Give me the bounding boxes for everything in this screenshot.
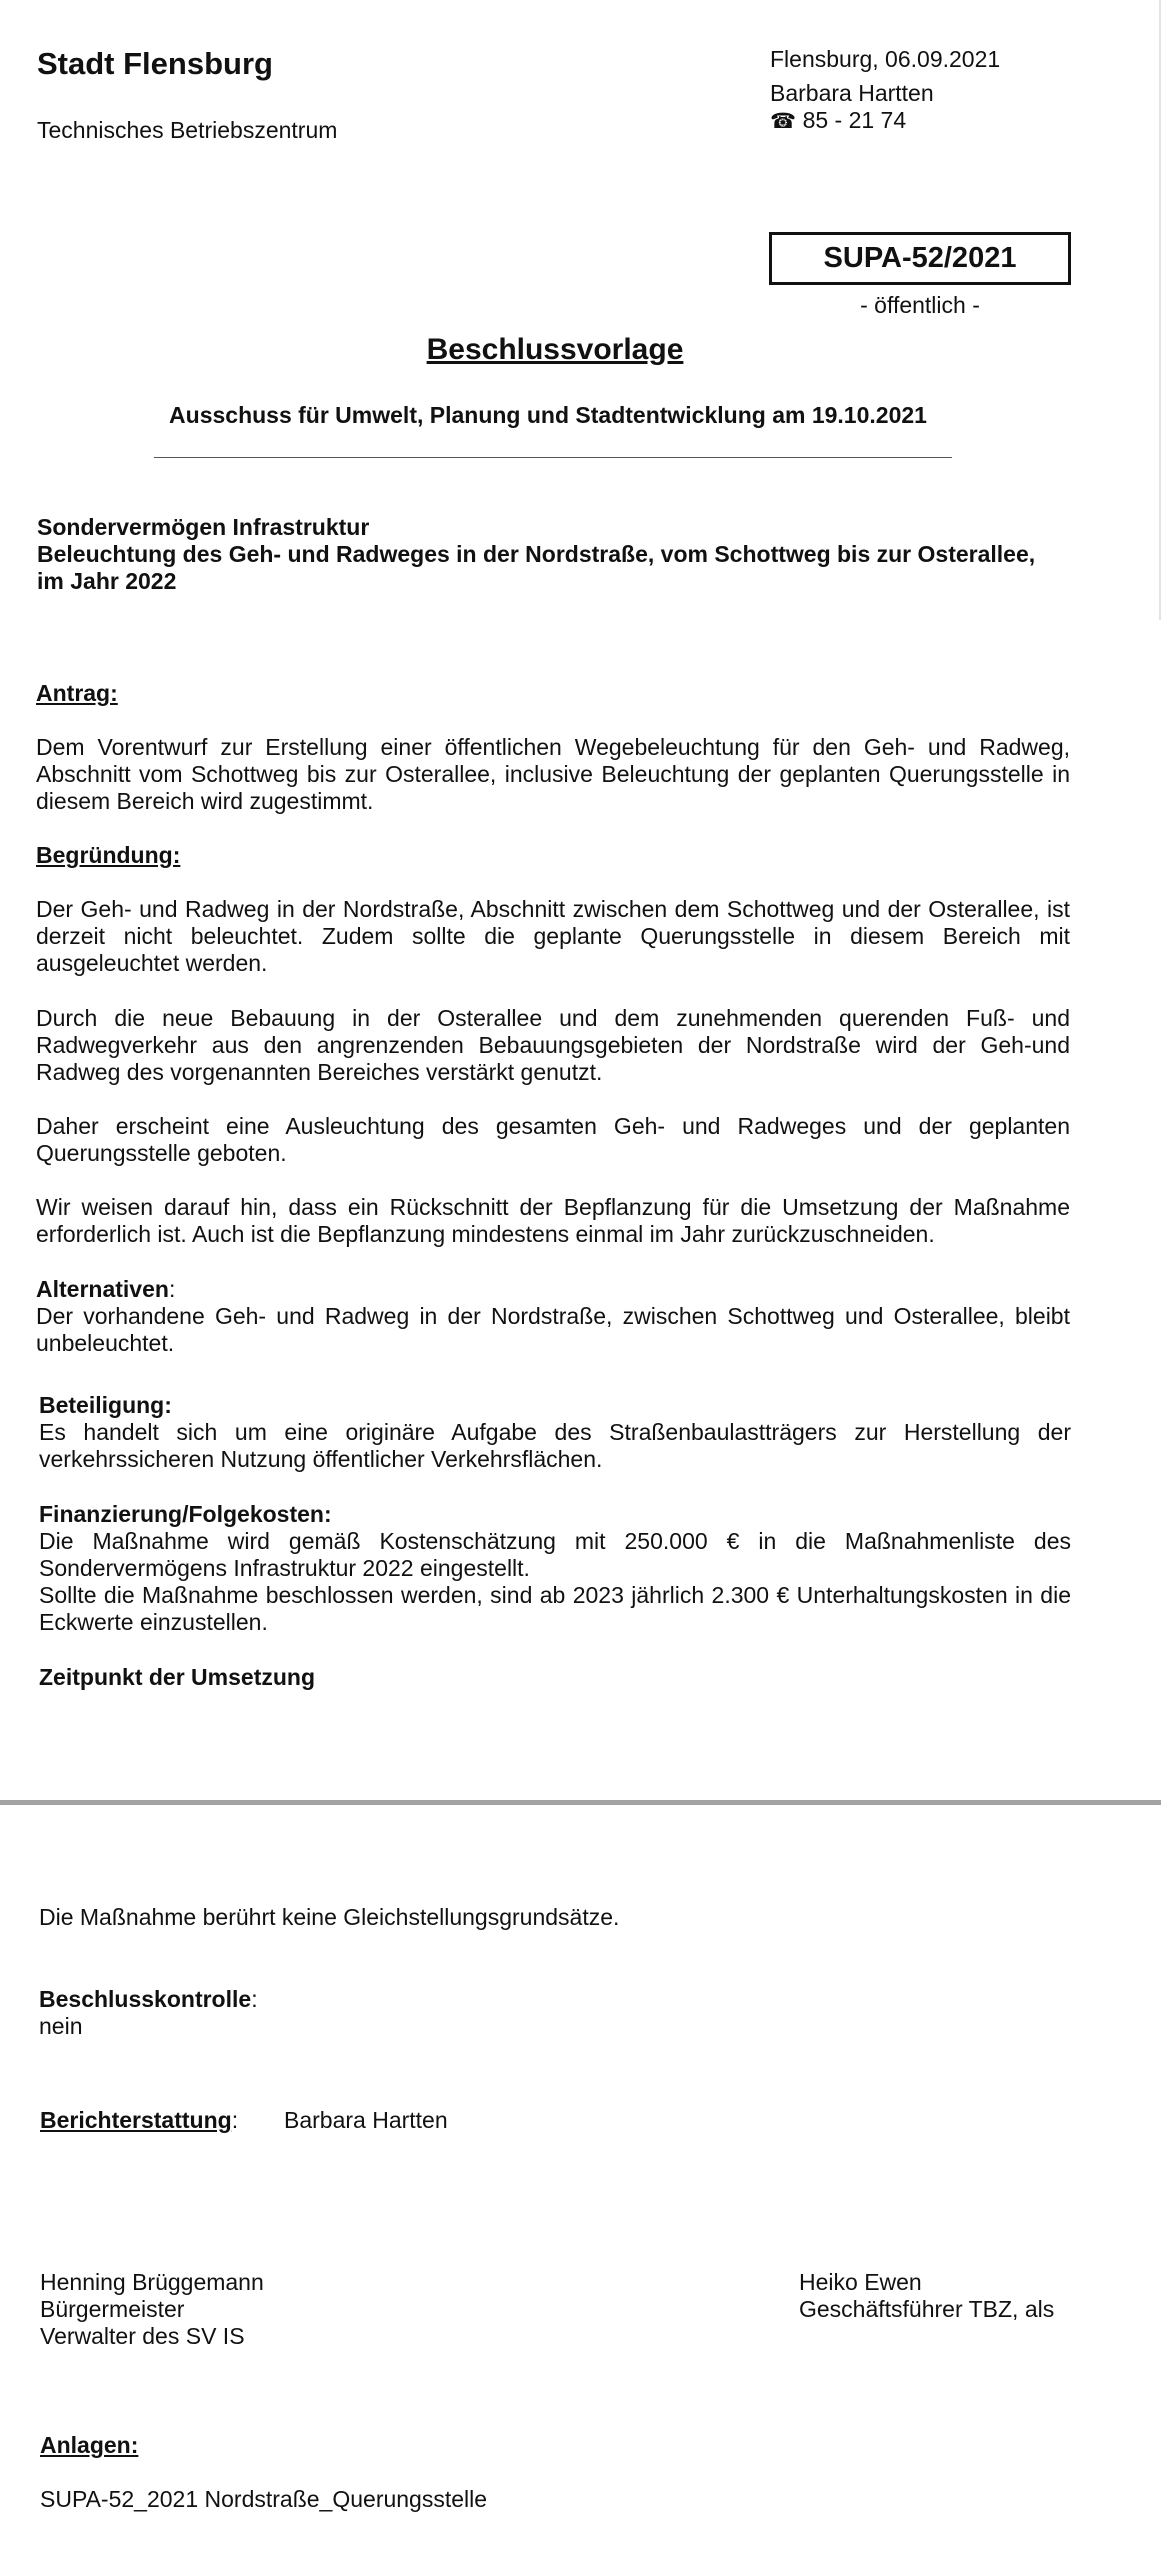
- berichterstattung-colon: :: [231, 2107, 239, 2133]
- begruendung-paragraph-2: Durch die neue Bebauung in der Osterallee und dem zunehmenden querenden Fuß- und Radwegverkehr aus den angrenzenden Bebauungsgebieten der Nordstraße wird der Geh-und Radweg des vorgenannten Bereiches verstärkt genutzt.: [36, 1005, 1070, 1085]
- berichterstattung-value: Barbara Hartten: [284, 2107, 448, 2133]
- place-date: Flensburg, 06.09.2021: [770, 46, 1001, 72]
- department-name: Technisches Betriebszentrum: [37, 117, 338, 143]
- begruendung-heading: Begründung:: [36, 842, 181, 868]
- phone-icon: ☎: [770, 109, 797, 133]
- subject-line-1: Sondervermögen Infrastruktur: [37, 514, 370, 540]
- reference-box: [769, 232, 1071, 285]
- signature-left-role: Bürgermeister: [40, 2296, 185, 2322]
- signature-right-name: Heiko Ewen: [799, 2269, 922, 2295]
- subject-line-3: im Jahr 2022: [37, 568, 177, 594]
- begruendung-paragraph-1: Der Geh- und Radweg in der Nordstraße, Abschnitt zwischen dem Schottweg und der Osterallee, ist derzeit nicht beleuchtet. Zudem sollte die geplante Querungsstelle in diesem Bereich mit ausgeleuchtet werden.: [36, 896, 1070, 976]
- phone-line: [770, 107, 906, 135]
- finanzierung-text-2: Sollte die Maßnahme beschlossen werden, sind ab 2023 jährlich 2.300 € Unterhaltungskosten in die Eckwerte einzustellen.: [39, 1582, 1071, 1635]
- zeitpunkt-heading: Zeitpunkt der Umsetzung: [39, 1664, 316, 1690]
- committee-line: Ausschuss für Umwelt, Planung und Stadtentwicklung am 19.10.2021: [169, 402, 927, 428]
- reference-number: SUPA-52/2021: [823, 242, 1017, 274]
- alternativen-heading: [36, 1276, 175, 1303]
- visibility-label: - öffentlich -: [860, 292, 980, 318]
- author-name: Barbara Hartten: [770, 80, 934, 106]
- beschlusskontrolle-heading-text: Beschlusskontrolle: [39, 1986, 252, 2012]
- berichterstattung-heading-text: Berichterstattung: [40, 2107, 232, 2133]
- begruendung-paragraph-3: Daher erscheint eine Ausleuchtung des gesamten Geh- und Radweges und der geplanten Querungsstelle geboten.: [36, 1113, 1070, 1166]
- subject-line-2: Beleuchtung des Geh- und Radweges in der Nordstraße, vom Schottweg bis zur Osterallee,: [37, 541, 1036, 567]
- beschlusskontrolle-colon: :: [251, 1986, 258, 2012]
- signature-left-role-2: Verwalter des SV IS: [40, 2323, 245, 2349]
- beteiligung-heading: Beteiligung:: [39, 1392, 172, 1418]
- signature-left-name: Henning Brüggemann: [40, 2269, 264, 2295]
- antrag-heading: Antrag:: [36, 680, 118, 706]
- alternativen-heading-text: Alternativen: [36, 1276, 169, 1302]
- begruendung-paragraph-4: Wir weisen darauf hin, dass ein Rückschnitt der Bepflanzung für die Umsetzung der Maßnahme erforderlich ist. Auch ist die Bepflanzung mindestens einmal im Jahr zurückzuschneiden.: [36, 1194, 1070, 1247]
- page-break: [0, 1800, 1161, 1805]
- beteiligung-text: Es handelt sich um eine originäre Aufgabe des Straßenbaulastträgers zur Herstellung der verkehrssicheren Nutzung öffentlicher Verkehrsflächen.: [39, 1419, 1071, 1472]
- organization-name: Stadt Flensburg: [37, 46, 273, 81]
- finanzierung-text-1: Die Maßnahme wird gemäß Kostenschätzung mit 250.000 € in die Maßnahmenliste des Sondervermögens Infrastruktur 2022 eingestellt.: [39, 1528, 1071, 1581]
- finanzierung-heading: Finanzierung/Folgekosten:: [39, 1501, 332, 1527]
- anlagen-item[interactable]: SUPA-52_2021 Nordstraße_Querungsstelle: [40, 2486, 488, 2512]
- alternativen-colon: :: [168, 1276, 176, 1302]
- beschlusskontrolle-heading: [39, 1986, 258, 2013]
- anlagen-heading: Anlagen:: [40, 2432, 139, 2458]
- phone-number: 85 - 21 74: [802, 107, 907, 133]
- signature-right-role: Geschäftsführer TBZ, als: [799, 2296, 1055, 2322]
- gleichstellung-text: Die Maßnahme berührt keine Gleichstellungsgrundsätze.: [39, 1904, 620, 1930]
- antrag-text: Dem Vorentwurf zur Erstellung einer öffentlichen Wegebeleuchtung für den Geh- und Radweg, Abschnitt vom Schottweg bis zur Osterallee, inclusive Beleuchtung der geplanten Querungsstelle in diesem Bereich wird zugestimmt.: [36, 734, 1070, 814]
- berichterstattung-heading: [40, 2107, 238, 2134]
- document-title: Beschlussvorlage: [426, 333, 684, 366]
- alternativen-text: Der vorhandene Geh- und Radweg in der Nordstraße, zwischen Schottweg und Osterallee, bleibt unbeleuchtet.: [36, 1303, 1070, 1356]
- beschlusskontrolle-value: nein: [39, 2013, 83, 2039]
- title-divider: [154, 457, 952, 458]
